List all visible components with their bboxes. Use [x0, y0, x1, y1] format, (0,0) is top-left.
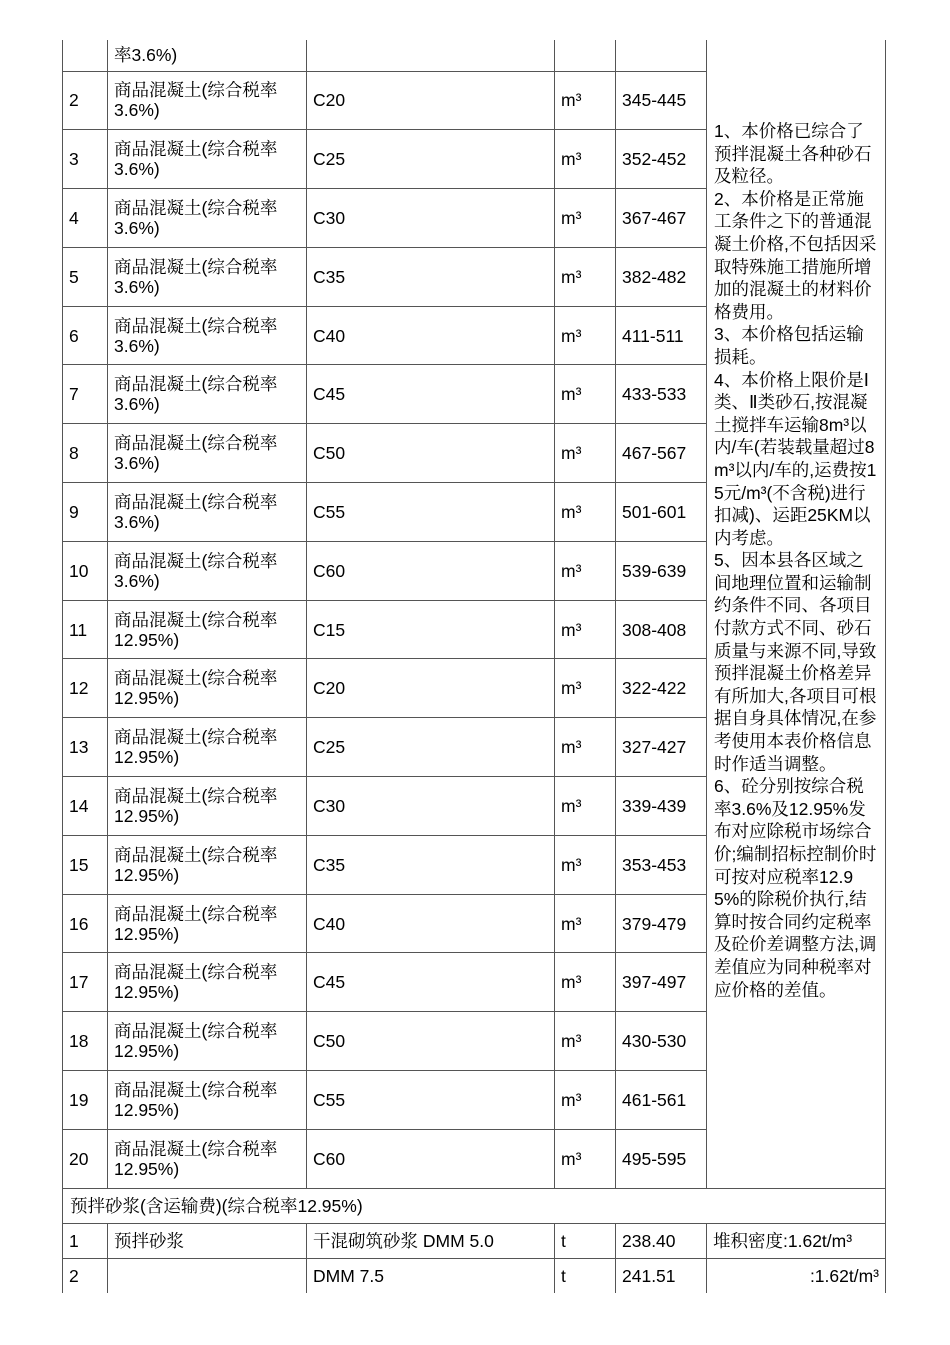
cell-grade: C35: [307, 835, 555, 894]
cell-grade: C20: [307, 659, 555, 718]
cell-unit: m³: [555, 365, 616, 424]
cell-price: 353-453: [616, 835, 707, 894]
cell-unit: m³: [555, 953, 616, 1012]
cell-unit: [555, 40, 616, 71]
cell-unit: m³: [555, 1071, 616, 1130]
cell-grade: C45: [307, 953, 555, 1012]
cell-price: 339-439: [616, 777, 707, 836]
cell-price: 241.51: [616, 1258, 707, 1293]
cell-name: 商品混凝土(综合税率3.6%): [108, 424, 307, 483]
cell-price: 501-601: [616, 483, 707, 542]
cell-unit: m³: [555, 189, 616, 248]
cell-no: 12: [63, 659, 108, 718]
cell-name: 商品混凝土(综合税率3.6%): [108, 247, 307, 306]
cell-no: 15: [63, 835, 108, 894]
cell-name: 商品混凝土(综合税率3.6%): [108, 483, 307, 542]
cell-name: 商品混凝土(综合税率12.95%): [108, 718, 307, 777]
cell-price: 467-567: [616, 424, 707, 483]
cell-unit: m³: [555, 247, 616, 306]
cell-unit: m³: [555, 130, 616, 189]
cell-name: 预拌砂浆: [108, 1223, 307, 1258]
cell-no: 9: [63, 483, 108, 542]
cell-name: 商品混凝土(综合税率12.95%): [108, 1129, 307, 1188]
note-item: 5、因本县各区域之间地理位置和运输制约条件不同、各项目付款方式不同、砂石质量与来源不同,导致预拌混凝土价格差异有所加大,各项目可根据自身具体情况,在参考使用本表价格信息时作适当调整。: [714, 550, 877, 774]
price-table: [62, 40, 886, 1293]
cell-name: 商品混凝土(综合税率3.6%): [108, 306, 307, 365]
cell-grade: C30: [307, 777, 555, 836]
cell-no: 1: [63, 1223, 108, 1258]
cell-no: [63, 40, 108, 71]
cell-name: 率3.6%): [108, 40, 307, 71]
cell-name: 商品混凝土(综合税率3.6%): [108, 541, 307, 600]
cell-name: 商品混凝土(综合税率3.6%): [108, 130, 307, 189]
cell-grade: C60: [307, 1129, 555, 1188]
note-item: 3、本价格包括运输损耗。: [714, 324, 864, 367]
note-item: 6、砼分别按综合税率3.6%及12.95%发布对应除税市场综合价;编制招标控制价时可按对应税率12.95%的除税价执行,结算时按合同约定税率及砼价差调整方法,调差值应为同种税率对应价格的差值。: [714, 776, 877, 1000]
section-title: 预拌砂浆(含运输费)(综合税率12.95%): [63, 1188, 886, 1223]
cell-name: 商品混凝土(综合税率12.95%): [108, 953, 307, 1012]
cell-price: 461-561: [616, 1071, 707, 1130]
cell-grade: C35: [307, 247, 555, 306]
cell-unit: m³: [555, 600, 616, 659]
cell-price: 367-467: [616, 189, 707, 248]
cell-price: 495-595: [616, 1129, 707, 1188]
cell-grade: C50: [307, 424, 555, 483]
cell-name: 商品混凝土(综合税率12.95%): [108, 1071, 307, 1130]
cell-name: 商品混凝土(综合税率3.6%): [108, 365, 307, 424]
cell-no: 20: [63, 1129, 108, 1188]
cell-no: 2: [63, 71, 108, 130]
cell-unit: m³: [555, 777, 616, 836]
cell-grade: DMM 7.5: [307, 1258, 555, 1293]
cell-grade: C20: [307, 71, 555, 130]
cell-price: 433-533: [616, 365, 707, 424]
cell-price: 238.40: [616, 1223, 707, 1258]
section-row: [63, 1188, 886, 1223]
cell-unit: m³: [555, 835, 616, 894]
cell-unit: m³: [555, 718, 616, 777]
cell-unit: m³: [555, 71, 616, 130]
cell-remark: :1.62t/m³: [707, 1258, 886, 1293]
cell-no: 5: [63, 247, 108, 306]
cell-no: 10: [63, 541, 108, 600]
cell-unit: m³: [555, 424, 616, 483]
cell-no: 14: [63, 777, 108, 836]
cell-price: 322-422: [616, 659, 707, 718]
cell-no: 18: [63, 1012, 108, 1071]
cell-price: 539-639: [616, 541, 707, 600]
cell-name: 商品混凝土(综合税率12.95%): [108, 777, 307, 836]
cell-name: 商品混凝土(综合税率3.6%): [108, 189, 307, 248]
cell-grade: C50: [307, 1012, 555, 1071]
cell-price: 345-445: [616, 71, 707, 130]
price-table-body: [63, 40, 886, 1293]
cell-no: 11: [63, 600, 108, 659]
cell-price: 379-479: [616, 894, 707, 953]
notes-cell: [707, 40, 886, 1188]
cell-price: 352-452: [616, 130, 707, 189]
cell-no: 4: [63, 189, 108, 248]
cell-unit: m³: [555, 483, 616, 542]
cell-price: 308-408: [616, 600, 707, 659]
note-item: 4、本价格上限价是Ⅰ类、Ⅱ类砂石,按混凝土搅拌车运输8m³以内/车(若装载量超过8m³以内/车的,运费按15元/m³(不含税)进行扣减)、运距25KM以内考虑。: [714, 369, 877, 548]
cell-no: 13: [63, 718, 108, 777]
cell-price: 397-497: [616, 953, 707, 1012]
cell-remark: 堆积密度:1.62t/m³: [707, 1223, 886, 1258]
cell-no: 2: [63, 1258, 108, 1293]
cell-unit: m³: [555, 1012, 616, 1071]
cell-grade: C45: [307, 365, 555, 424]
cell-no: 19: [63, 1071, 108, 1130]
cell-price: 430-530: [616, 1012, 707, 1071]
cell-grade: C40: [307, 894, 555, 953]
cell-grade: C15: [307, 600, 555, 659]
cell-price: [616, 40, 707, 71]
cell-grade: C55: [307, 483, 555, 542]
cell-name: 商品混凝土(综合税率3.6%): [108, 71, 307, 130]
cell-name: 商品混凝土(综合税率12.95%): [108, 659, 307, 718]
cell-name: 商品混凝土(综合税率12.95%): [108, 600, 307, 659]
cell-price: 327-427: [616, 718, 707, 777]
cell-grade: C30: [307, 189, 555, 248]
cell-unit: t: [555, 1258, 616, 1293]
cell-price: 382-482: [616, 247, 707, 306]
cell-name: 商品混凝土(综合税率12.95%): [108, 835, 307, 894]
cell-unit: m³: [555, 541, 616, 600]
table-row-fragment: [63, 40, 886, 71]
cell-unit: t: [555, 1223, 616, 1258]
note-item: 2、本价格是正常施工条件之下的普通混凝土价格,不包括因采取特殊施工措施所增加的混凝土的材料价格费用。: [714, 188, 877, 322]
cell-no: 3: [63, 130, 108, 189]
cell-unit: m³: [555, 306, 616, 365]
cell-grade: [307, 40, 555, 71]
cell-unit: m³: [555, 894, 616, 953]
cell-grade: C40: [307, 306, 555, 365]
note-item: 1、本价格已综合了预拌混凝土各种砂石及粒径。: [714, 121, 872, 187]
table-row: [63, 1223, 886, 1258]
cell-price: 411-511: [616, 306, 707, 365]
cell-no: 16: [63, 894, 108, 953]
cell-name: 商品混凝土(综合税率12.95%): [108, 894, 307, 953]
cell-no: 6: [63, 306, 108, 365]
cell-unit: m³: [555, 659, 616, 718]
cell-name: 商品混凝土(综合税率12.95%): [108, 1012, 307, 1071]
cell-no: 7: [63, 365, 108, 424]
cell-no: 8: [63, 424, 108, 483]
cell-grade: 干混砌筑砂浆 DMM 5.0: [307, 1223, 555, 1258]
cell-name: [108, 1258, 307, 1293]
cell-grade: C55: [307, 1071, 555, 1130]
cell-unit: m³: [555, 1129, 616, 1188]
table-row: [63, 1258, 886, 1293]
cell-grade: C25: [307, 718, 555, 777]
cell-grade: C25: [307, 130, 555, 189]
cell-grade: C60: [307, 541, 555, 600]
cell-no: 17: [63, 953, 108, 1012]
